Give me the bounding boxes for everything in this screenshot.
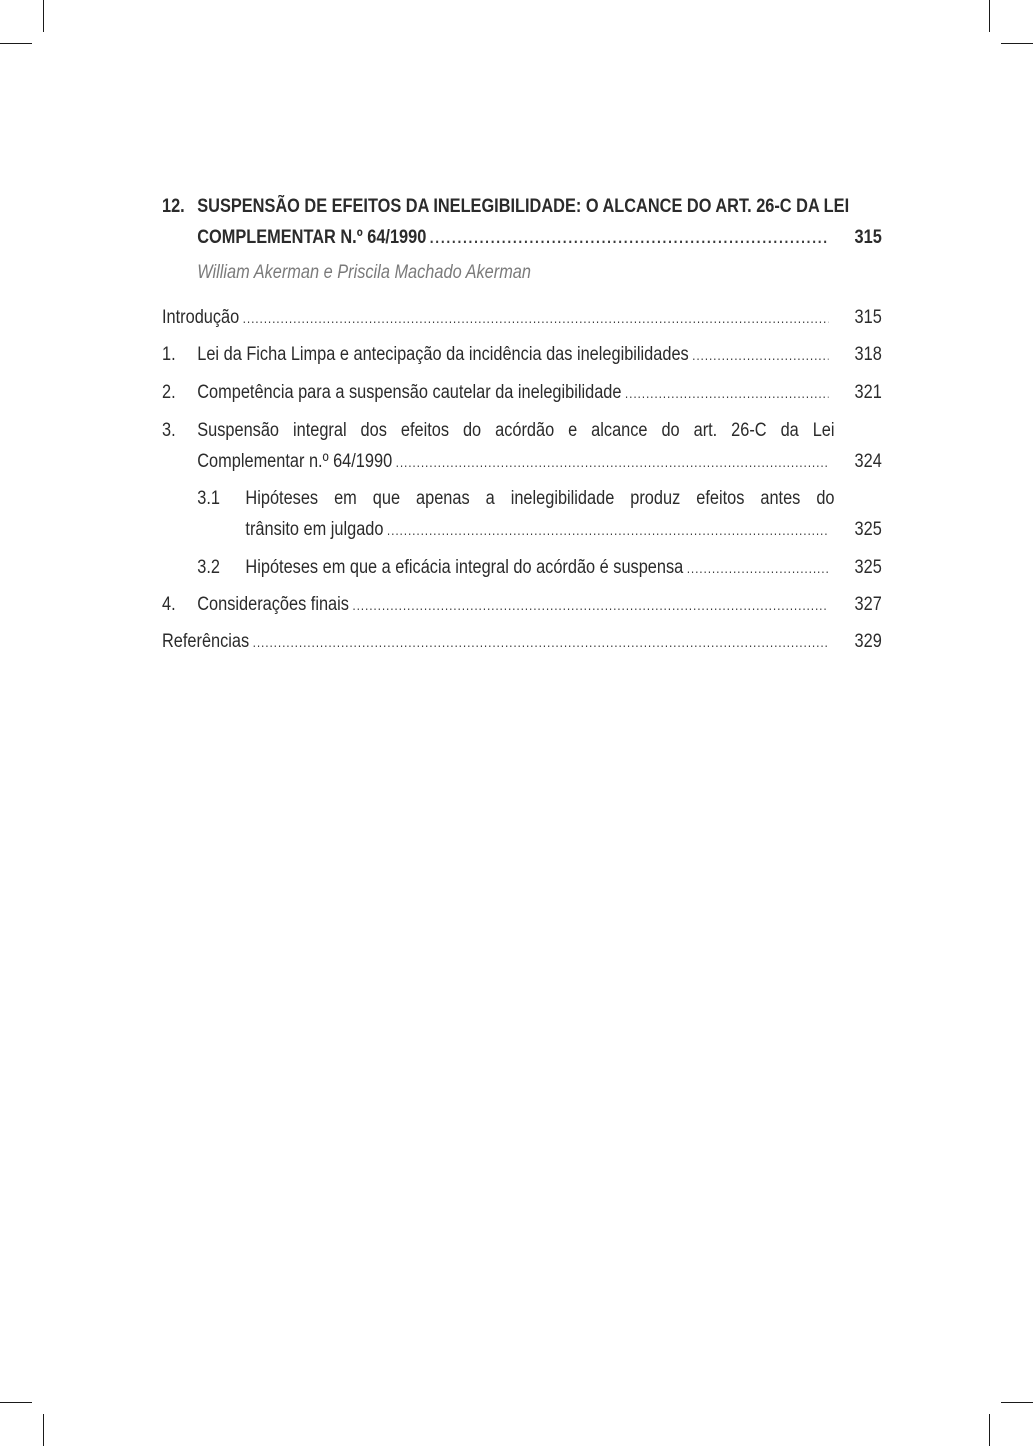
dot-leader bbox=[253, 631, 829, 651]
toc-entry-page: 324 bbox=[854, 451, 882, 472]
toc-entry-page: 329 bbox=[854, 631, 882, 652]
dot-leader bbox=[243, 307, 829, 327]
dot-leader bbox=[687, 557, 829, 577]
dot-leader bbox=[692, 344, 828, 364]
crop-mark bbox=[43, 0, 44, 32]
toc-entry-number: 2. bbox=[162, 382, 176, 403]
chapter-page-number: 315 bbox=[854, 227, 882, 248]
toc-entry-title: Lei da Ficha Limpa e antecipação da incidência das inelegibilidades bbox=[197, 344, 689, 365]
dot-leader bbox=[430, 227, 829, 247]
toc-entry-title: Considerações finais bbox=[197, 594, 349, 615]
toc-entry-title-line-2: Complementar n.º 64/1990 bbox=[197, 451, 393, 472]
dot-leader bbox=[625, 382, 829, 402]
chapter-title-line-2: COMPLEMENTAR N.º 64/1990 bbox=[197, 227, 427, 248]
chapter-title-line-1: SUSPENSÃO DE EFEITOS DA INELEGIBILIDADE: O ALCANCE DO ART. 26-C DA LEI bbox=[197, 196, 850, 217]
toc-entry-title-line-1: Hipóteses em que apenas a inelegibilidade produz efeitos antes do bbox=[245, 488, 835, 509]
dot-leader bbox=[396, 451, 829, 471]
crop-mark bbox=[989, 1414, 990, 1446]
crop-mark bbox=[0, 1402, 32, 1403]
toc-entry-number: 3. bbox=[162, 420, 176, 441]
toc-entry-page: 325 bbox=[854, 557, 882, 578]
dot-leader bbox=[352, 594, 828, 614]
crop-mark bbox=[1001, 43, 1033, 44]
toc-entry-number: 4. bbox=[162, 594, 176, 615]
toc-entry-number: 1. bbox=[162, 344, 176, 365]
crop-mark bbox=[1001, 1402, 1033, 1403]
toc-entry-title-line-2: trânsito em julgado bbox=[245, 519, 384, 540]
toc-entry-page: 315 bbox=[854, 307, 882, 328]
toc-entry-page: 318 bbox=[854, 344, 882, 365]
toc-entry-page: 321 bbox=[854, 382, 882, 403]
toc-entry-title: Hipóteses em que a eficácia integral do acórdão é suspensa bbox=[245, 557, 684, 578]
crop-mark bbox=[0, 43, 32, 44]
toc-entry-title-line-1: Suspensão integral dos efeitos do acórdão e alcance do art. 26-C da Lei bbox=[197, 420, 835, 441]
toc-entry-title: Referências bbox=[162, 631, 250, 652]
dot-leader bbox=[387, 519, 829, 539]
chapter-authors: William Akerman e Priscila Machado Akerman bbox=[197, 262, 531, 283]
toc-entry-page: 327 bbox=[854, 594, 882, 615]
toc-entry-number: 3.1 bbox=[197, 488, 220, 509]
crop-mark bbox=[43, 1414, 44, 1446]
toc-entry-title: Competência para a suspensão cautelar da inelegibilidade bbox=[197, 382, 622, 403]
toc-entry-page: 325 bbox=[854, 519, 882, 540]
chapter-number: 12. bbox=[162, 196, 185, 217]
crop-mark bbox=[989, 0, 990, 32]
toc-entry-number: 3.2 bbox=[197, 557, 220, 578]
toc-entry-title: Introdução bbox=[162, 307, 240, 328]
